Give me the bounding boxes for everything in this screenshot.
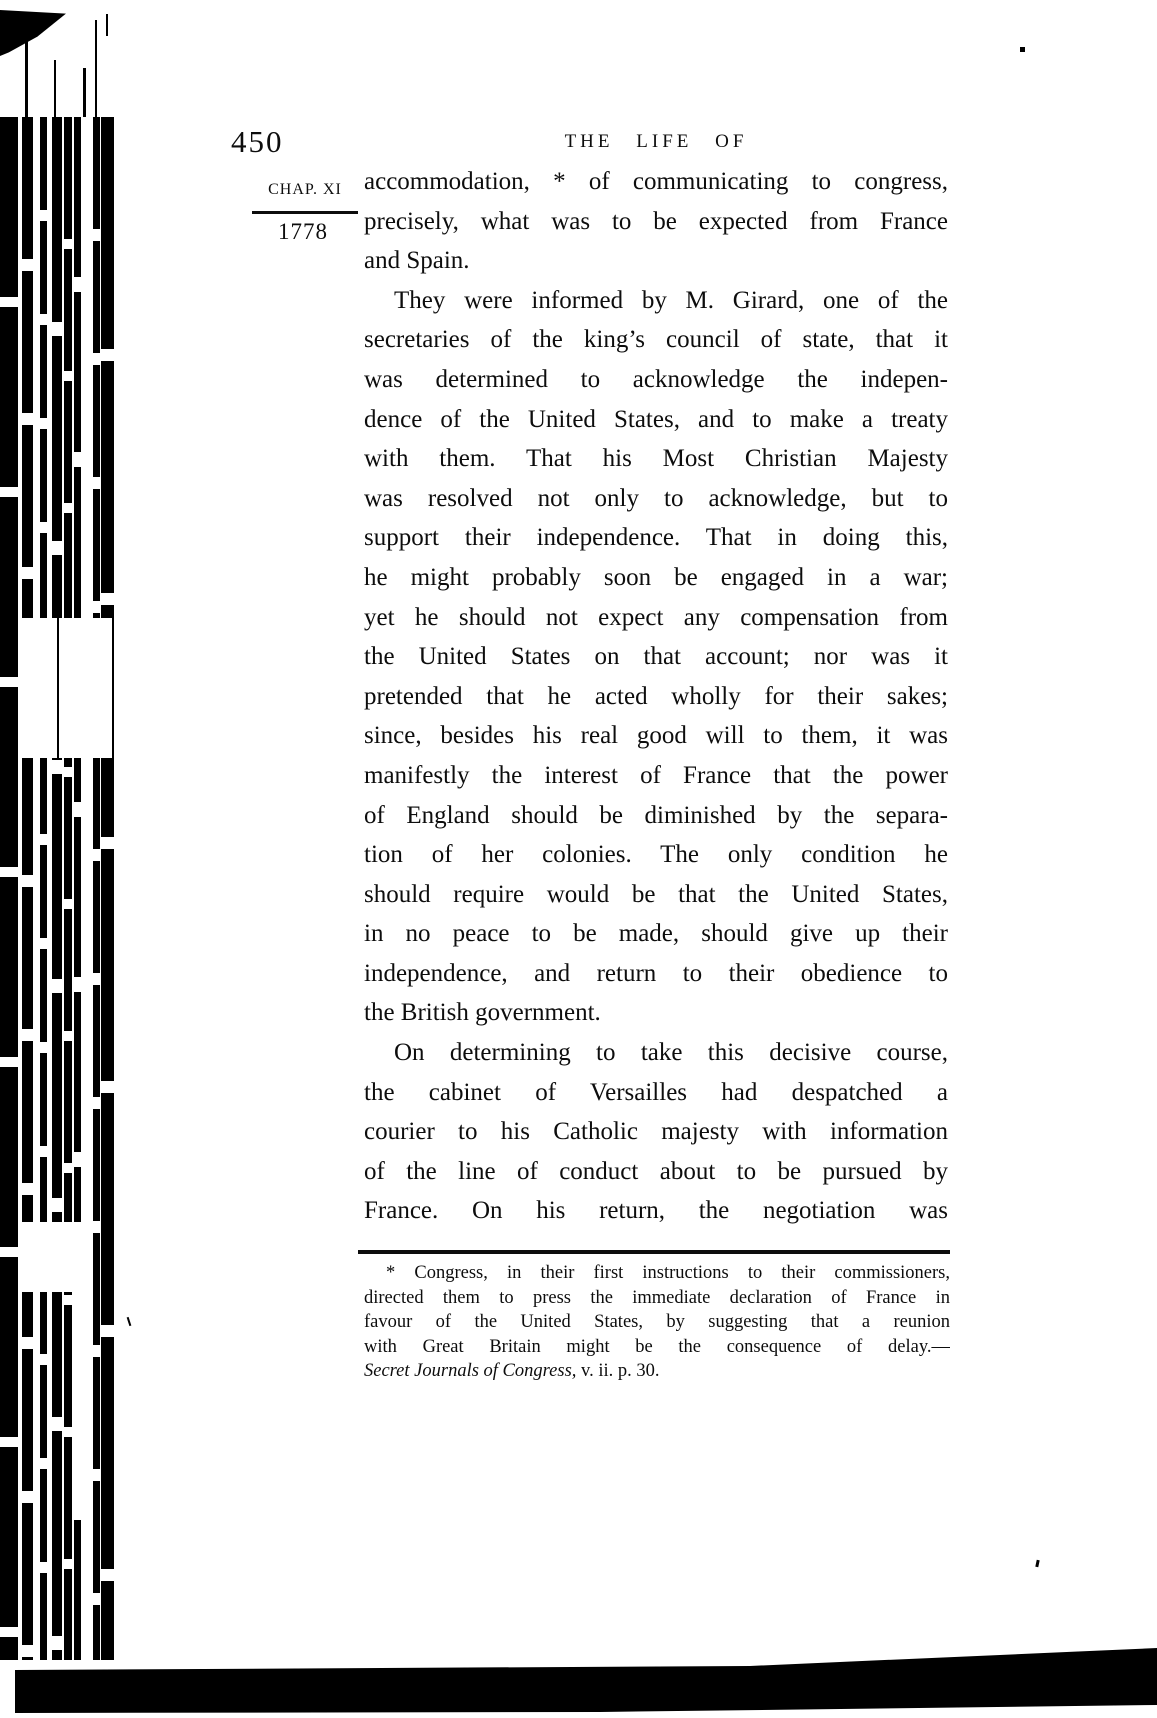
footnote-citation-ref: v. ii. p. 30. [576, 1361, 660, 1382]
scan-speck [1035, 1560, 1039, 1567]
scan-stripe [52, 117, 62, 1660]
scan-gutter-artifact [0, 0, 130, 1718]
footnote [364, 1261, 950, 1384]
body-line: with them. That his Most Christian Majesty [364, 445, 948, 473]
body-line: was resolved not only to acknowledge, but to [364, 484, 948, 512]
body-line: precisely, what was to be expected from France [364, 207, 948, 235]
body-line: yet he should not expect any compensation from [364, 603, 948, 631]
body-line: pretended that he acted wholly for their sakes; [364, 682, 948, 710]
body-line: manifestly the interest of France that the power [364, 761, 948, 789]
corner-wedge-artifact [0, 10, 68, 56]
footnote-citation-title: Secret Journals of Congress, [364, 1361, 577, 1382]
body-line: support their independence. That in doing this, [364, 524, 948, 552]
scan-white-patch [22, 1222, 84, 1292]
scan-speck [1020, 47, 1025, 52]
body-line: was determined to acknowledge the indepen- [364, 365, 948, 393]
body-line: the United States on that account; nor was it [364, 643, 948, 671]
footnote-line: directed them to press the immediate declaration of France in [364, 1287, 950, 1308]
footnote-rule [358, 1250, 950, 1254]
footnote-line: with Great Britain might be the consequence of delay.— [364, 1336, 950, 1357]
body-line: in no peace to be made, should give up their [364, 920, 948, 948]
body-line: tion of her colonies. The only condition he [364, 841, 948, 869]
body-line: dence of the United States, and to make a treaty [364, 405, 948, 433]
scan-bottom-bar [0, 1640, 1157, 1718]
margin-year-label: 1778 [278, 219, 328, 244]
footnote-line: * Congress, in their first instructions to their commissioners, [386, 1263, 950, 1283]
scan-line-fragment [57, 618, 59, 758]
body-line: On determining to take this decisive course, [394, 1039, 948, 1067]
body-text [364, 162, 948, 1231]
scan-stripe [64, 117, 72, 1660]
footnote-citation [364, 1359, 950, 1384]
scan-white-patch [20, 618, 112, 758]
body-line: independence, and return to their obedience to [364, 959, 948, 987]
body-line: courier to his Catholic majesty with information [364, 1118, 948, 1146]
body-line: of England should be diminished by the separa- [364, 801, 948, 829]
body-line: and Spain. [364, 247, 470, 275]
scan-line-fragment [95, 20, 97, 117]
body-line: the British government. [364, 999, 601, 1027]
scan-line-fragment [83, 68, 86, 117]
scan-line-fragment [106, 14, 108, 36]
body-line: France. On his return, the negotiation was [364, 1197, 948, 1225]
body-line: secretaries of the king’s council of state, that it [364, 326, 948, 354]
footnote-line: favour of the United States, by suggesting that a reunion [364, 1312, 950, 1333]
page-number: 450 [231, 124, 284, 159]
scan-line-fragment [25, 40, 28, 117]
body-line: the cabinet of Versailles had despatched a [364, 1078, 948, 1106]
body-line: accommodation, * of communicating to congress, [364, 168, 948, 195]
scan-stripe [22, 117, 33, 1660]
running-header: THE LIFE OF [564, 131, 748, 152]
scan-stripe [101, 117, 114, 1660]
scan-stripe [0, 117, 18, 1660]
body-line: since, besides his real good will to them, it was [364, 722, 948, 750]
margin-chapter-label: CHAP. XI [268, 181, 342, 198]
scan-white-patch [72, 1290, 92, 1520]
scan-stripe [93, 117, 100, 1660]
margin-rule [252, 211, 358, 214]
body-line: They were informed by M. Girard, one of the [394, 286, 948, 314]
scan-stripe [40, 117, 47, 1660]
body-line: he might probably soon be engaged in a war; [364, 563, 948, 591]
scan-line-fragment [54, 60, 56, 117]
body-line: should require would be that the United States, [364, 880, 948, 908]
body-line: of the line of conduct about to be pursued by [364, 1157, 948, 1185]
